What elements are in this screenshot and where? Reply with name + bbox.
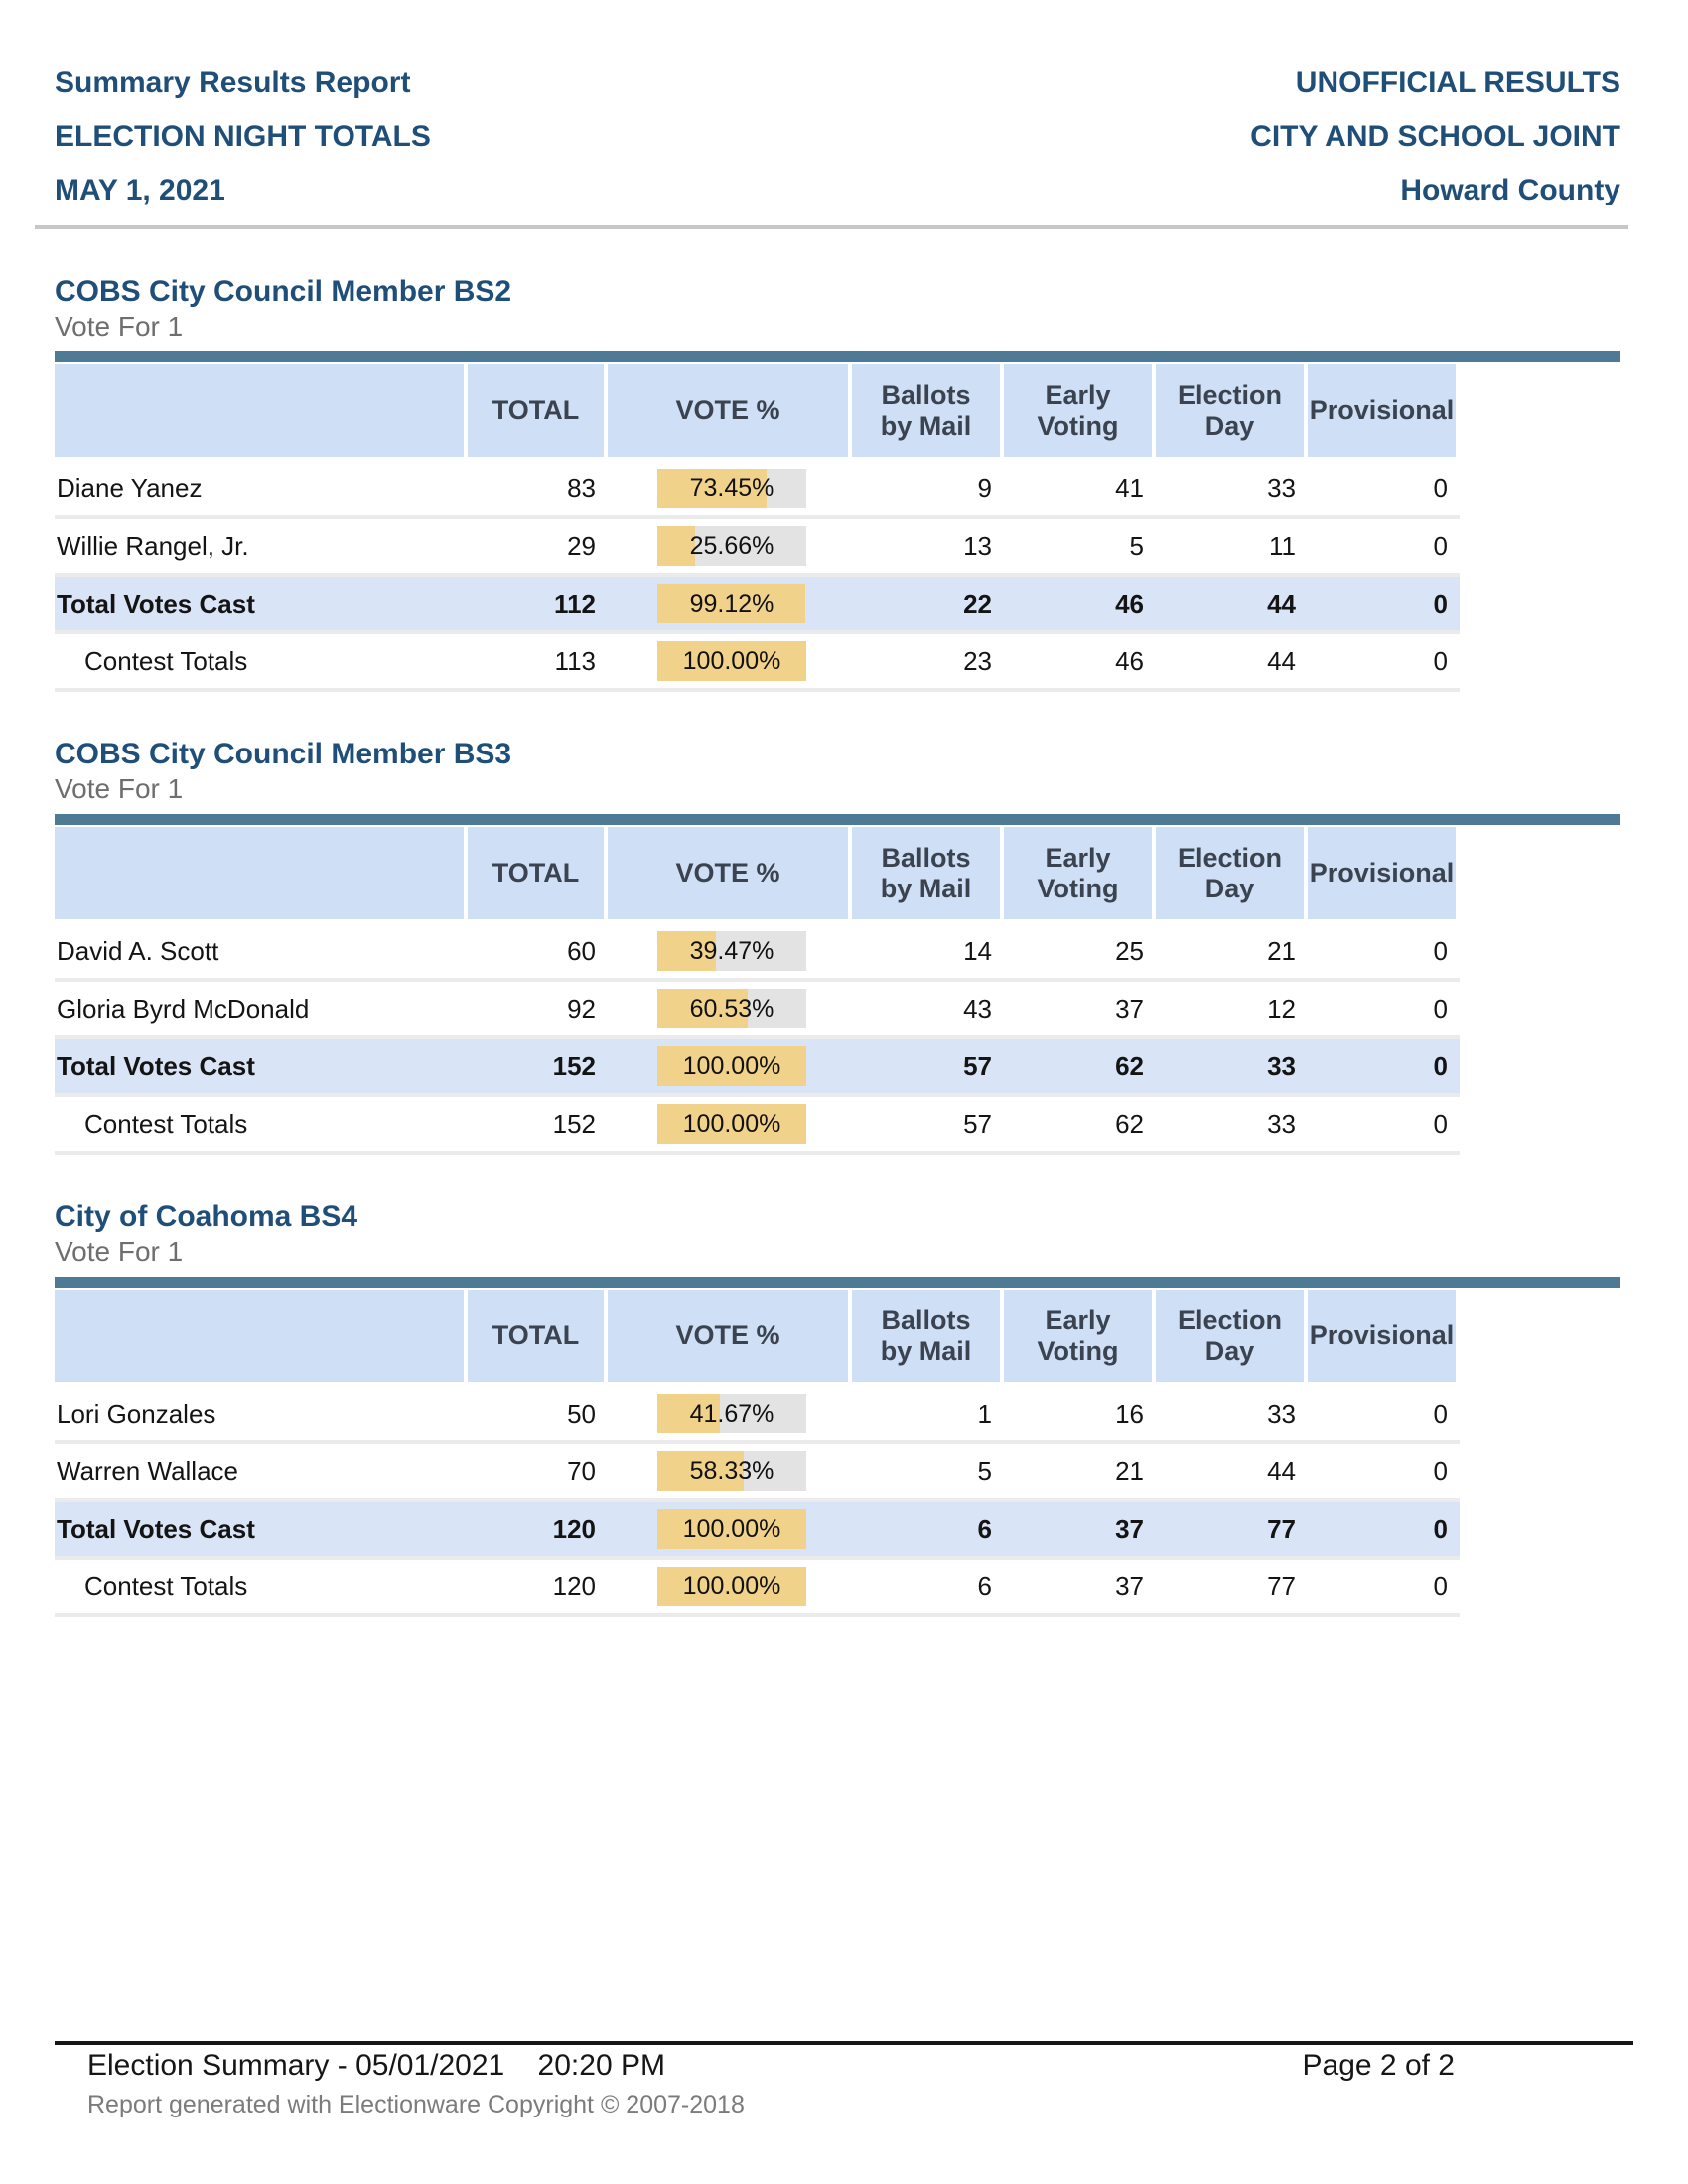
footer-line [55, 2049, 1633, 2083]
total-votes-cell: 120 [552, 1513, 596, 1544]
total-votes-cell: 152 [552, 1108, 596, 1139]
vote-percent-cell [608, 1097, 848, 1151]
table-header-row [55, 364, 1688, 457]
total-votes-cell: 50 [567, 1398, 596, 1429]
ballots-by-mail-cell: 13 [963, 530, 992, 561]
table-row-total [55, 577, 1460, 634]
early-voting-cell: 37 [1115, 1513, 1144, 1544]
row-label: David A. Scott [57, 935, 219, 966]
vote-percent-bar [657, 526, 806, 566]
table-row-contest [55, 1560, 1460, 1617]
vote-percent-bar [657, 1567, 806, 1606]
column-header-pct: VOTE % [608, 827, 848, 919]
table-row-candidate [55, 462, 1460, 519]
column-header-blank [55, 364, 464, 457]
election-day-cell: 77 [1267, 1513, 1296, 1544]
early-voting-cell: 25 [1115, 935, 1144, 966]
report-header-left [55, 57, 431, 217]
vote-percent-bar [657, 1046, 806, 1086]
early-voting-cell: 5 [1129, 530, 1144, 561]
ballots-by-mail-cell: 1 [977, 1398, 992, 1429]
footer-page-number: Page 2 of 2 [1302, 2049, 1455, 2082]
ballots-by-mail-cell: 14 [963, 935, 992, 966]
contest-title: City of Coahoma BS4 [55, 1200, 358, 1233]
vote-percent-bar [657, 1451, 806, 1491]
ballots-by-mail-cell: 23 [963, 645, 992, 676]
ballots-by-mail-cell: 6 [977, 1513, 992, 1544]
vote-percent-cell [608, 519, 848, 573]
results-status: UNOFFICIAL RESULTS [1295, 67, 1620, 99]
column-header-eday: Election Day [1156, 364, 1304, 457]
column-header-early: Early Voting [1004, 827, 1152, 919]
vote-percent-text: 100.00% [682, 1572, 781, 1600]
vote-percent-cell [608, 1387, 848, 1440]
election-day-cell: 44 [1267, 588, 1296, 618]
vote-percent-text: 100.00% [682, 1515, 781, 1543]
total-votes-cell: 29 [567, 530, 596, 561]
table-row-total [55, 1502, 1460, 1560]
early-voting-cell: 21 [1115, 1455, 1144, 1486]
vote-percent-text: 73.45% [689, 475, 774, 502]
table-row-candidate [55, 982, 1460, 1039]
table-row-candidate [55, 1387, 1460, 1444]
column-header-mail: Ballots by Mail [852, 364, 1000, 457]
footer-summary: Election Summary - 05/01/2021 20:20 PM [87, 2049, 665, 2082]
column-header-pct: VOTE % [608, 1290, 848, 1382]
vote-percent-cell [608, 924, 848, 978]
row-label: Total Votes Cast [57, 588, 255, 618]
table-header-row [55, 1290, 1688, 1382]
column-header-mail: Ballots by Mail [852, 827, 1000, 919]
footer-divider [55, 2041, 1633, 2045]
column-header-mail: Ballots by Mail [852, 1290, 1000, 1382]
table-row-candidate [55, 924, 1460, 982]
provisional-cell: 0 [1433, 473, 1448, 503]
vote-percent-bar [657, 931, 806, 971]
vote-percent-cell [608, 1560, 848, 1613]
election-day-cell: 33 [1267, 1108, 1296, 1139]
county-name: Howard County [1400, 174, 1620, 206]
vote-percent-bar [657, 1394, 806, 1433]
ballots-by-mail-cell: 6 [977, 1570, 992, 1601]
vote-percent-bar [657, 469, 806, 508]
provisional-cell: 0 [1433, 645, 1448, 676]
row-label: Diane Yanez [57, 473, 203, 503]
table-row-total [55, 1039, 1460, 1097]
header-divider [35, 225, 1628, 229]
election-day-cell: 33 [1267, 1398, 1296, 1429]
column-header-total: TOTAL [468, 827, 604, 919]
contests-container [0, 275, 1688, 1617]
report-title: Summary Results Report [55, 67, 411, 99]
vote-percent-cell [608, 577, 848, 630]
report-subtitle: ELECTION NIGHT TOTALS [55, 120, 431, 153]
early-voting-cell: 46 [1115, 588, 1144, 618]
vote-percent-bar [657, 641, 806, 681]
row-label: Contest Totals [84, 1108, 248, 1139]
table-body [55, 1387, 1460, 1617]
provisional-cell: 0 [1433, 935, 1448, 966]
column-header-early: Early Voting [1004, 1290, 1152, 1382]
contest-subtitle: Vote For 1 [55, 1236, 184, 1267]
table-top-bar [55, 351, 1620, 362]
ballots-by-mail-cell: 43 [963, 993, 992, 1024]
table-body [55, 924, 1460, 1155]
report-date: MAY 1, 2021 [55, 174, 225, 206]
column-header-eday: Election Day [1156, 827, 1304, 919]
contest-subtitle: Vote For 1 [55, 773, 184, 804]
total-votes-cell: 152 [552, 1050, 596, 1081]
vote-percent-bar [657, 989, 806, 1028]
total-votes-cell: 112 [554, 588, 596, 618]
ballots-by-mail-cell: 5 [977, 1455, 992, 1486]
column-header-blank [55, 1290, 464, 1382]
row-label: Willie Rangel, Jr. [57, 530, 249, 561]
column-header-prov: Provisional [1308, 364, 1456, 457]
contest-section [55, 1200, 1688, 1617]
column-header-blank [55, 827, 464, 919]
vote-percent-cell [608, 1444, 848, 1498]
row-label: Contest Totals [84, 1570, 248, 1601]
election-day-cell: 21 [1267, 935, 1296, 966]
vote-percent-bar [657, 1509, 806, 1549]
vote-percent-text: 41.67% [689, 1400, 774, 1428]
vote-percent-text: 100.00% [682, 1052, 781, 1080]
total-votes-cell: 120 [552, 1570, 596, 1601]
vote-percent-text: 58.33% [689, 1457, 774, 1485]
vote-percent-cell [608, 1502, 848, 1556]
column-header-pct: VOTE % [608, 364, 848, 457]
total-votes-cell: 92 [567, 993, 596, 1024]
vote-percent-text: 39.47% [689, 937, 774, 965]
provisional-cell: 0 [1433, 1108, 1448, 1139]
ballots-by-mail-cell: 57 [963, 1050, 992, 1081]
provisional-cell: 0 [1433, 1570, 1448, 1601]
table-row-candidate [55, 519, 1460, 577]
early-voting-cell: 62 [1115, 1050, 1144, 1081]
column-header-total: TOTAL [468, 1290, 604, 1382]
ballots-by-mail-cell: 22 [963, 588, 992, 618]
vote-percent-cell [608, 462, 848, 515]
row-label: Warren Wallace [57, 1455, 239, 1486]
provisional-cell: 0 [1433, 530, 1448, 561]
table-top-bar [55, 814, 1620, 825]
report-header [0, 0, 1688, 217]
ballots-by-mail-cell: 9 [977, 473, 992, 503]
election-day-cell: 11 [1269, 530, 1296, 561]
vote-percent-cell [608, 982, 848, 1035]
ballots-by-mail-cell: 57 [963, 1108, 992, 1139]
early-voting-cell: 37 [1115, 993, 1144, 1024]
vote-percent-cell [608, 634, 848, 688]
table-row-contest [55, 1097, 1460, 1155]
early-voting-cell: 41 [1115, 473, 1144, 503]
provisional-cell: 0 [1433, 1398, 1448, 1429]
table-header-row [55, 827, 1688, 919]
early-voting-cell: 16 [1115, 1398, 1144, 1429]
column-header-prov: Provisional [1308, 1290, 1456, 1382]
provisional-cell: 0 [1433, 588, 1448, 618]
total-votes-cell: 60 [567, 935, 596, 966]
row-label: Total Votes Cast [57, 1513, 255, 1544]
vote-percent-text: 100.00% [682, 647, 781, 675]
total-votes-cell: 113 [554, 645, 596, 676]
table-body [55, 462, 1460, 692]
vote-percent-cell [608, 1039, 848, 1093]
election-day-cell: 33 [1267, 473, 1296, 503]
vote-percent-text: 100.00% [682, 1110, 781, 1138]
contest-title: COBS City Council Member BS3 [55, 738, 512, 770]
total-votes-cell: 83 [567, 473, 596, 503]
report-header-right [1250, 57, 1620, 217]
election-day-cell: 12 [1267, 993, 1296, 1024]
election-day-cell: 77 [1267, 1570, 1296, 1601]
provisional-cell: 0 [1433, 1513, 1448, 1544]
early-voting-cell: 37 [1115, 1570, 1144, 1601]
election-name: CITY AND SCHOOL JOINT [1250, 120, 1620, 153]
report-footer [55, 2041, 1633, 2119]
row-label: Lori Gonzales [57, 1398, 216, 1429]
election-day-cell: 44 [1267, 1455, 1296, 1486]
total-votes-cell: 70 [567, 1455, 596, 1486]
column-header-prov: Provisional [1308, 827, 1456, 919]
contest-subtitle: Vote For 1 [55, 311, 184, 341]
column-header-total: TOTAL [468, 364, 604, 457]
vote-percent-bar [657, 584, 806, 623]
vote-percent-text: 60.53% [689, 995, 774, 1023]
provisional-cell: 0 [1433, 1455, 1448, 1486]
provisional-cell: 0 [1433, 993, 1448, 1024]
early-voting-cell: 62 [1115, 1108, 1144, 1139]
row-label: Total Votes Cast [57, 1050, 255, 1081]
column-header-eday: Election Day [1156, 1290, 1304, 1382]
row-label: Gloria Byrd McDonald [57, 993, 310, 1024]
table-row-candidate [55, 1444, 1460, 1502]
table-top-bar [55, 1277, 1620, 1288]
contest-section [55, 738, 1688, 1155]
row-label: Contest Totals [84, 645, 248, 676]
election-day-cell: 44 [1267, 645, 1296, 676]
provisional-cell: 0 [1433, 1050, 1448, 1081]
column-header-early: Early Voting [1004, 364, 1152, 457]
vote-percent-bar [657, 1104, 806, 1144]
early-voting-cell: 46 [1115, 645, 1144, 676]
contest-title: COBS City Council Member BS2 [55, 275, 512, 308]
election-day-cell: 33 [1267, 1050, 1296, 1081]
vote-percent-text: 25.66% [689, 532, 774, 560]
footer-generated-note: Report generated with Electionware Copyright © 2007-2018 [87, 2091, 745, 2118]
vote-percent-text: 99.12% [689, 590, 774, 617]
table-row-contest [55, 634, 1460, 692]
contest-section [55, 275, 1688, 692]
